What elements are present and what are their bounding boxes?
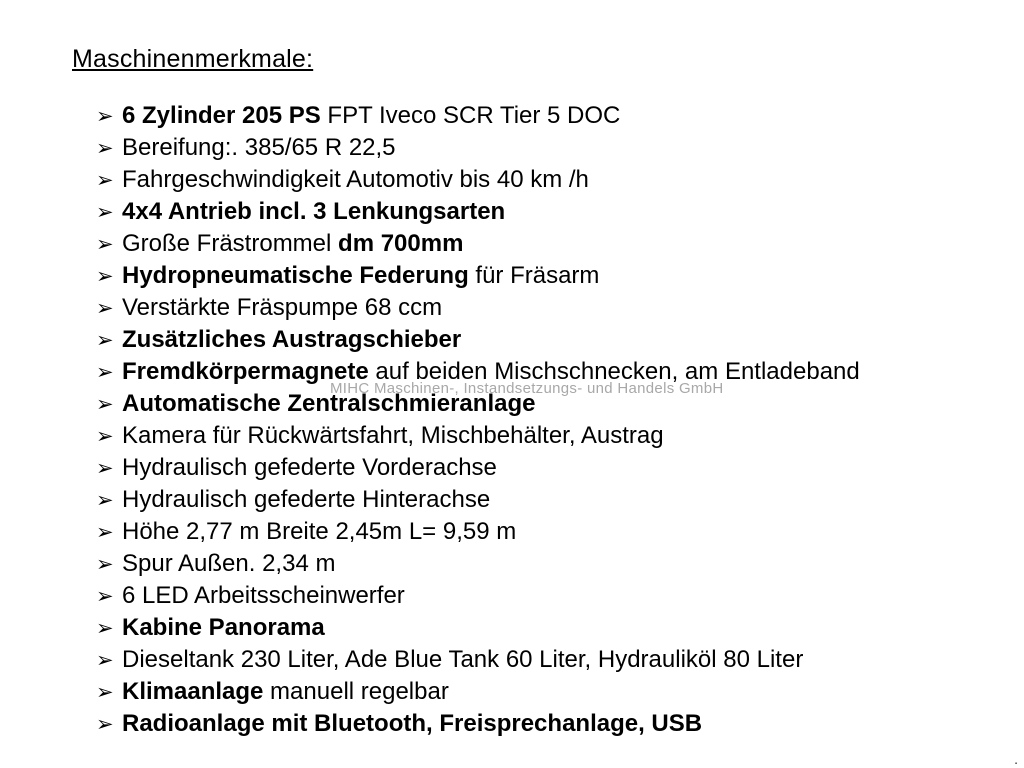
list-item-label: Fremdkörpermagnete auf beiden Mischschnecken, am Entladeband (122, 358, 860, 385)
list-item (96, 452, 996, 484)
list-item-label: Kamera für Rückwärtsfahrt, Mischbehälter, Austrag (122, 422, 664, 449)
bullet-arrow-icon: ➢ (96, 168, 114, 192)
list-item-label: Hydraulisch gefederte Vorderachse (122, 454, 497, 481)
list-item-label: Radioanlage mit Bluetooth, Freisprechanlage, USB (122, 710, 703, 737)
list-item (96, 516, 996, 548)
list-item (96, 324, 996, 356)
bullet-arrow-icon: ➢ (96, 456, 114, 480)
bullet-arrow-icon: ➢ (96, 648, 114, 672)
list-item-label: Dieseltank 230 Liter, Ade Blue Tank 60 Liter, Hydrauliköl 80 Liter (122, 646, 804, 673)
list-item-label: Höhe 2,77 m Breite 2,45m L= 9,59 m (122, 518, 517, 545)
list-item-label: Spur Außen. 2,34 m (122, 550, 336, 577)
bullet-arrow-icon: ➢ (96, 488, 114, 512)
bullet-arrow-icon: ➢ (96, 552, 114, 576)
list-item-label: 6 LED Arbeitsscheinwerfer (122, 582, 405, 609)
bullet-arrow-icon: ➢ (96, 520, 114, 544)
bullet-arrow-icon: ➢ (96, 264, 114, 288)
bullet-arrow-icon: ➢ (96, 200, 114, 224)
bullet-arrow-icon: ➢ (96, 712, 114, 736)
list-item (96, 644, 996, 676)
features-list (96, 100, 996, 740)
bullet-arrow-icon: ➢ (96, 360, 114, 384)
list-item (96, 484, 996, 516)
list-item-label: Kabine Panorama (122, 614, 325, 641)
list-item (96, 164, 996, 196)
list-item-label: Hydraulisch gefederte Hinterachse (122, 486, 491, 513)
list-item-label: 6 Zylinder 205 PS FPT Iveco SCR Tier 5 DOC (122, 102, 621, 129)
bullet-arrow-icon: ➢ (96, 392, 114, 416)
list-item (96, 228, 996, 260)
list-item (96, 548, 996, 580)
list-item-label: Fahrgeschwindigkeit Automotiv bis 40 km /h (122, 166, 589, 193)
bullet-arrow-icon: ➢ (96, 232, 114, 256)
bullet-arrow-icon: ➢ (96, 136, 114, 160)
list-item (96, 260, 996, 292)
list-item-label: Hydropneumatische Federung für Fräsarm (122, 262, 600, 289)
list-item-label: Klimaanlage manuell regelbar (122, 678, 449, 705)
list-item (96, 708, 996, 740)
bullet-arrow-icon: ➢ (96, 616, 114, 640)
list-item (96, 132, 996, 164)
bullet-arrow-icon: ➢ (96, 680, 114, 704)
watermark-text: MIHC Maschinen-, Instandsetzungs- und Handels GmbH (330, 380, 724, 397)
list-item (96, 420, 996, 452)
list-item-label: Automatische Zentralschmieranlage (122, 390, 536, 417)
bullet-arrow-icon: ➢ (96, 104, 114, 128)
list-item-label: Verstärkte Fräspumpe 68 ccm (122, 294, 443, 321)
bullet-arrow-icon: ➢ (96, 584, 114, 608)
list-item (96, 676, 996, 708)
list-item (96, 100, 996, 132)
list-item (96, 580, 996, 612)
list-item (96, 196, 996, 228)
bullet-arrow-icon: ➢ (96, 328, 114, 352)
list-item-label: Bereifung:. 385/65 R 22,5 (122, 134, 396, 161)
list-item (96, 612, 996, 644)
corner-mark: . (1014, 751, 1018, 767)
bullet-arrow-icon: ➢ (96, 424, 114, 448)
list-item-label: 4x4 Antrieb incl. 3 Lenkungsarten (122, 198, 506, 225)
list-item (96, 292, 996, 324)
page-title: Maschinenmerkmale: (72, 45, 314, 73)
list-item-label: Große Frästrommel dm 700mm (122, 230, 464, 257)
list-item-label: Zusätzliches Austragschieber (122, 326, 462, 353)
bullet-arrow-icon: ➢ (96, 296, 114, 320)
